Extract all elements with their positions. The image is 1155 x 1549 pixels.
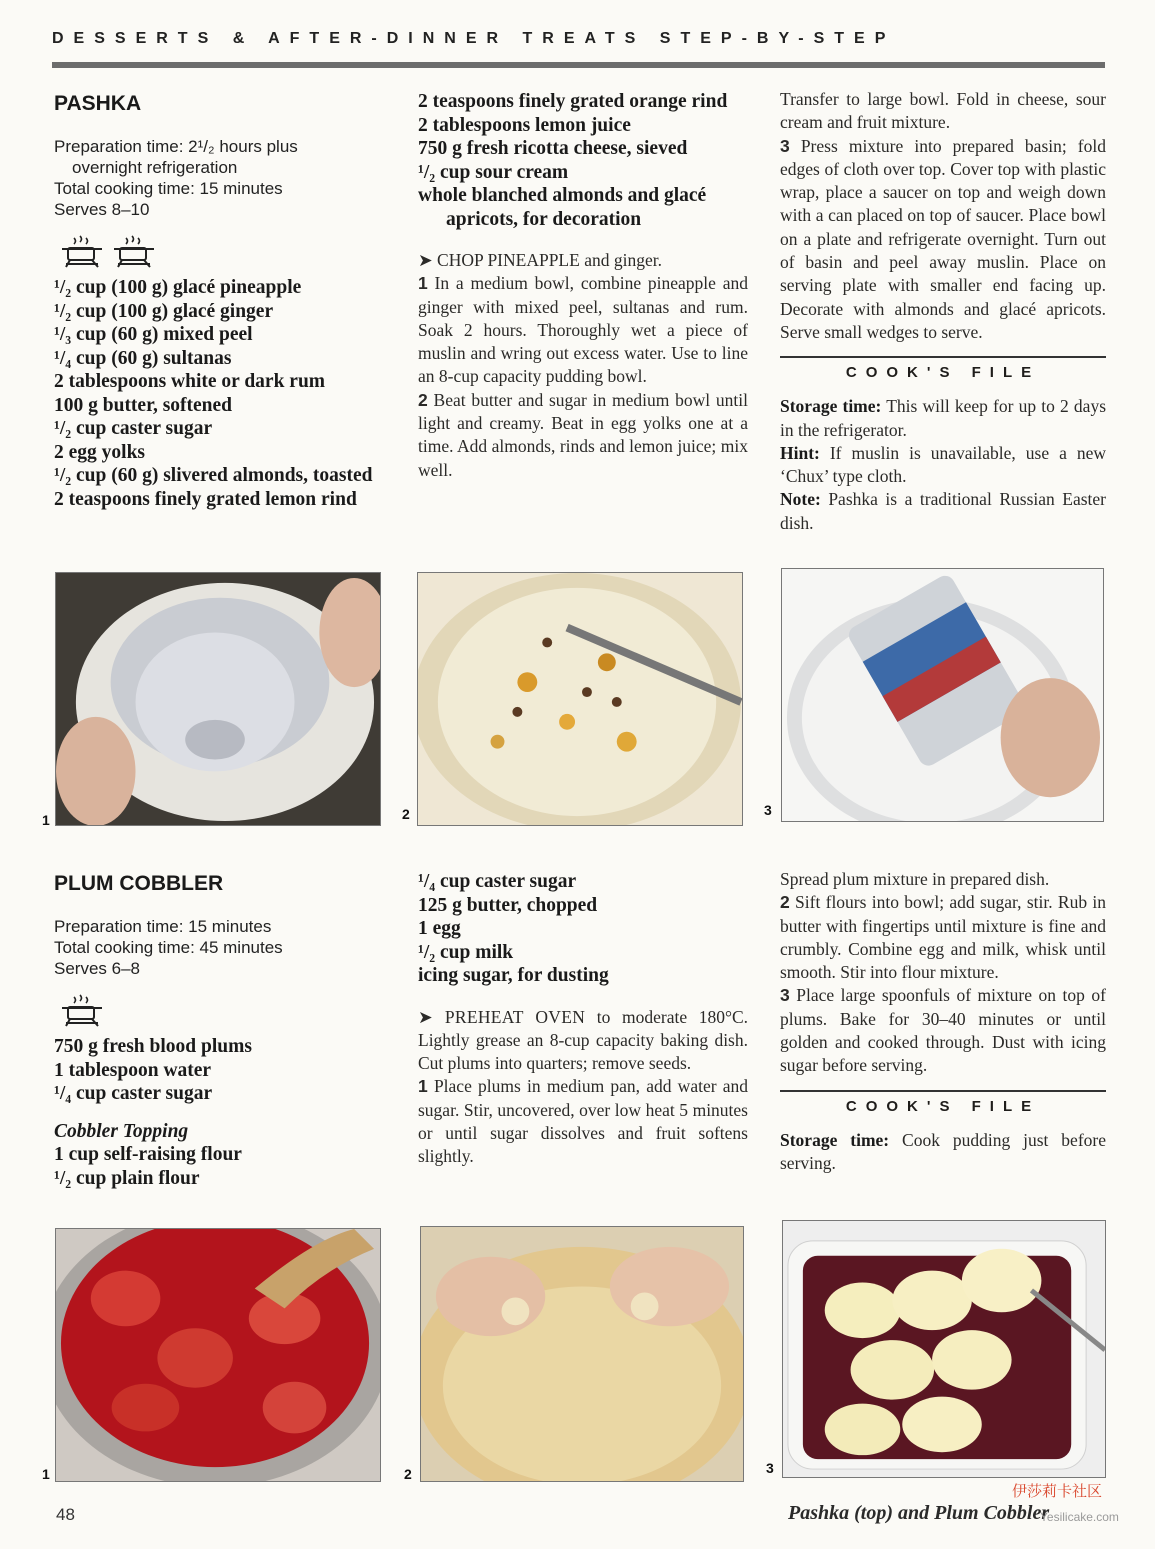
page-header: DESSERTS & AFTER-DINNER TREATS STEP-BY-STEP — [52, 30, 896, 47]
method-text — [418, 1006, 748, 1169]
topping-subheading: Cobbler Topping — [54, 1120, 189, 1142]
step-text: Place plums in medium pan, add water and sugar. Stir, uncovered, over low heat 5 minutes or until sugar dissolves and fruit softens slightly. — [418, 1076, 749, 1167]
prep-time-cont: overnight refrigeration — [72, 158, 238, 177]
step-number: 1 — [418, 273, 428, 294]
ingredient: 1 egg — [418, 918, 461, 939]
note-label: Note: — [780, 489, 821, 510]
pashka-column-3 — [780, 88, 1106, 535]
ingredient: 2 teaspoons finely grated lemon rind — [54, 488, 357, 510]
photo-number: 3 — [766, 1460, 774, 1476]
step-number: 2 — [418, 389, 428, 410]
cooks-file-heading: COOK'S FILE — [780, 356, 1106, 387]
step-number: 1 — [418, 1076, 428, 1097]
method-step-1 — [418, 1075, 748, 1168]
plum-column-1 — [54, 872, 384, 1190]
ingredient: 100 g butter, softened — [54, 394, 233, 416]
prep-time: Preparation time: 15 minutes — [54, 917, 272, 936]
pashka-column-1 — [54, 92, 384, 511]
cooking-pot-icon — [60, 993, 104, 1027]
photo-muslin-lined-bowl — [55, 572, 381, 826]
ingredient: ¹/₂ cup (100 g) glacé pineapple — [54, 277, 302, 298]
hint-text: If muslin is unavailable, use a new ‘Chux’ type cloth. — [780, 442, 1106, 487]
header-rule — [52, 62, 1105, 68]
step-text: Press mixture into prepared basin; fold edges of cloth over top. Cover top with plastic wrap, place a saucer on top and weigh down with a can placed on top of saucer. Place bowl on a plate and refrigerate overnight. Turn out of basin and peel away muslin. Place on serving plate with smaller end facing up. Decorate with almonds and glacé apricots. Serve small wedges to serve. — [780, 135, 1106, 342]
ingredient: 2 egg yolks — [54, 441, 146, 463]
ingredient-list — [54, 1035, 384, 1190]
ingredient: 2 teaspoons finely grated orange rind — [418, 91, 728, 112]
cooks-file-text — [780, 1129, 1106, 1176]
serves: Serves 8–10 — [54, 200, 150, 219]
step-text: Beat butter and sugar in medium bowl until light and creamy. Beat in egg yolks one at a time. Add almonds, rinds and lemon juice; mix well. — [418, 389, 749, 480]
recipe-title-pashka: PASHKA — [54, 92, 142, 115]
step-text: Place large spoonfuls of mixture on top of plums. Bake for 30–40 minutes or until golden and cooked through. Dust with icing sugar before serving. — [780, 985, 1106, 1076]
photo-caption: Pashka (top) and Plum Cobbler — [788, 1502, 1050, 1524]
method-step-3 — [780, 135, 1106, 345]
step-number: 3 — [780, 135, 790, 156]
cook-time: Total cooking time: 15 minutes — [54, 179, 283, 198]
note-text: Pashka is a traditional Russian Easter dish. — [780, 489, 1106, 533]
ingredient: ¹/₂ cup sour cream — [418, 161, 569, 183]
photo-weighted-saucer — [781, 568, 1104, 822]
photo-number: 2 — [404, 1466, 412, 1482]
watermark: 伊莎莉卡社区 — [1012, 1482, 1103, 1500]
ingredient: 2 tablespoons white or dark rum — [54, 371, 326, 392]
method-step-2 — [780, 891, 1106, 984]
ingredient: 1 tablespoon water — [54, 1059, 212, 1081]
plum-column-2 — [418, 870, 748, 1169]
storage-text: Cook pudding just before serving. — [780, 1129, 1106, 1173]
photo-number: 3 — [764, 802, 772, 818]
ingredient: 2 tablespoons lemon juice — [418, 114, 631, 136]
step-text: In a medium bowl, combine pineapple and ginger with mixed peel, sultanas and rum. Soak 2 hours. Thoroughly wet a piece of muslin and wring out excess water. Use to line an 8-cup capacity pudding bowl. — [418, 273, 748, 387]
ingredient-list — [418, 870, 748, 988]
method-step-1-cont: Spread plum mixture in prepared dish. — [780, 869, 1050, 889]
method-intro — [418, 1006, 748, 1076]
prep-time: Preparation time: 2¹/₂ hours plus — [54, 137, 298, 156]
recipe-title-plum-cobbler: PLUM COBBLER — [54, 872, 224, 895]
ingredient: ¹/₃ cup (60 g) mixed peel — [54, 324, 253, 345]
cooks-file-heading: COOK'S FILE — [780, 1090, 1106, 1121]
ingredient: 750 g fresh blood plums — [54, 1036, 252, 1057]
cook-time: Total cooking time: 45 minutes — [54, 938, 283, 957]
storage-label: Storage time: — [780, 396, 882, 417]
ingredient: 1 cup self-raising flour — [54, 1144, 242, 1165]
serves: Serves 6–8 — [54, 959, 140, 978]
cooking-pot-icon — [112, 234, 156, 268]
method-step-2-cont: Transfer to large bowl. Fold in cheese, sour cream and fruit mixture. — [780, 89, 1106, 133]
method-step-2 — [418, 389, 748, 482]
storage-label: Storage time: — [780, 1129, 890, 1150]
method-text — [418, 249, 748, 482]
method-text — [780, 88, 1106, 344]
photo-number: 1 — [42, 1466, 50, 1482]
photo-spooning-topping — [782, 1220, 1106, 1478]
photo-plums-in-pan — [55, 1228, 381, 1482]
ingredient-list — [418, 90, 748, 231]
step-number: 2 — [780, 892, 790, 913]
ingredient: ¹/₄ cup caster sugar — [418, 871, 577, 892]
pashka-meta — [54, 136, 384, 220]
hint-label: Hint: — [780, 442, 820, 463]
ingredient: 750 g fresh ricotta cheese, sieved — [418, 138, 688, 159]
photo-number: 2 — [402, 806, 410, 822]
ingredient-list — [54, 276, 384, 511]
ingredient: icing sugar, for dusting — [418, 965, 609, 986]
step-number: 3 — [780, 985, 790, 1006]
plum-meta — [54, 916, 384, 979]
cooks-file-text — [780, 395, 1106, 535]
ingredient: whole blanched almonds and glacé apricots, for decoration — [418, 185, 707, 230]
ingredient: ¹/₂ cup (100 g) glacé ginger — [54, 300, 274, 322]
ingredient: ¹/₂ cup caster sugar — [54, 418, 213, 439]
step-text: Sift flours into bowl; add sugar, stir. Rub in butter with fingertips until mixture is fine and crumbly. Combine egg and milk, whisk until smooth. Stir into flour mixture. — [780, 892, 1106, 983]
cooking-pot-icon — [60, 234, 104, 268]
storage-text: This will keep for up to 2 days in the refrigerator. — [780, 396, 1107, 440]
watermark-url: Yesilicake.com — [1040, 1510, 1119, 1524]
plum-column-3 — [780, 868, 1106, 1175]
page-number: 48 — [56, 1505, 75, 1524]
ingredient: ¹/₄ cup caster sugar — [54, 1083, 213, 1104]
method-intro: ➤ CHOP PINEAPPLE and ginger. — [418, 250, 662, 270]
ingredient: 125 g butter, chopped — [418, 894, 598, 916]
ingredient: ¹/₂ cup (60 g) slivered almonds, toasted — [54, 465, 373, 486]
ingredient: ¹/₄ cup (60 g) sultanas — [54, 347, 232, 369]
method-text — [780, 868, 1106, 1078]
intro-caps: ➤ PREHEAT OVEN — [418, 1006, 586, 1027]
method-step-1 — [418, 272, 748, 388]
photo-rubbing-in-butter — [420, 1226, 744, 1482]
ingredient: ¹/₂ cup plain flour — [54, 1167, 200, 1189]
difficulty-icons — [60, 234, 384, 268]
photo-number: 1 — [42, 812, 50, 828]
intro-text: to moderate 180°C. Lightly grease an 8-cup capacity baking dish. Cut plums into quarters; remove seeds. — [418, 1006, 748, 1074]
pashka-column-2 — [418, 90, 748, 482]
difficulty-icons — [60, 993, 384, 1027]
method-step-3 — [780, 984, 1106, 1077]
photo-cheese-mixture — [417, 572, 743, 826]
ingredient: ¹/₂ cup milk — [418, 941, 514, 963]
